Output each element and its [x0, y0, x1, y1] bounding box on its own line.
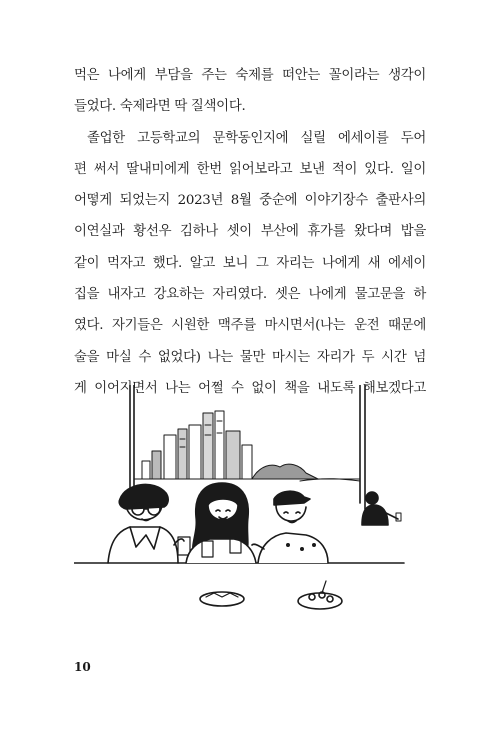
- person-long-hair: [186, 483, 256, 563]
- text-line-6: 이연실과 황선우 김하나 셋이 부산에 휴가를 왔다며 밥을: [74, 224, 426, 240]
- illustration-restaurant-scene: [74, 385, 430, 625]
- person-with-hat: [108, 484, 190, 563]
- person-with-cap: [252, 491, 328, 563]
- city-skyline: [142, 411, 360, 481]
- window-frame: [130, 385, 365, 509]
- text-line-4: 편 써서 딸내미에게 한번 읽어보라고 보낸 적이 있다. 일이: [74, 161, 426, 177]
- text-line-7: 같이 먹자고 했다. 알고 보니 그 자리는 나에게 새 에세이: [74, 255, 426, 271]
- plate-right: [298, 581, 342, 609]
- text-line-11: 게 이어지면서 나는 어쩔 수 없이 책을 내도록 해보겠다고: [74, 380, 426, 396]
- text-line-2: 들었다. 숙제라면 딱 질색이다.: [74, 99, 246, 115]
- text-line-9: 였다. 자기들은 시원한 맥주를 마시면서(나는 운전 때문에: [74, 318, 426, 334]
- text-line-1: 먹은 나에게 부담을 주는 숙제를 떠안는 꼴이라는 생각이: [74, 68, 426, 83]
- plate-left: [200, 592, 244, 606]
- page-number: 10: [74, 660, 91, 674]
- text-line-8: 집을 내자고 강요하는 자리였다. 셋은 나에게 물고문을 하: [74, 287, 426, 303]
- body-text: [74, 60, 426, 404]
- text-line-3: 졸업한 고등학교의 문학동인지에 실릴 에세이를 두어: [87, 130, 426, 146]
- text-line-5: 어떻게 되었는지 2023년 8월 중순에 이야기장수 출판사의: [74, 193, 426, 209]
- text-line-10: 술을 마실 수 없었다) 나는 물만 마시는 자리가 두 시간 넘: [74, 349, 426, 365]
- background-person: [362, 492, 401, 525]
